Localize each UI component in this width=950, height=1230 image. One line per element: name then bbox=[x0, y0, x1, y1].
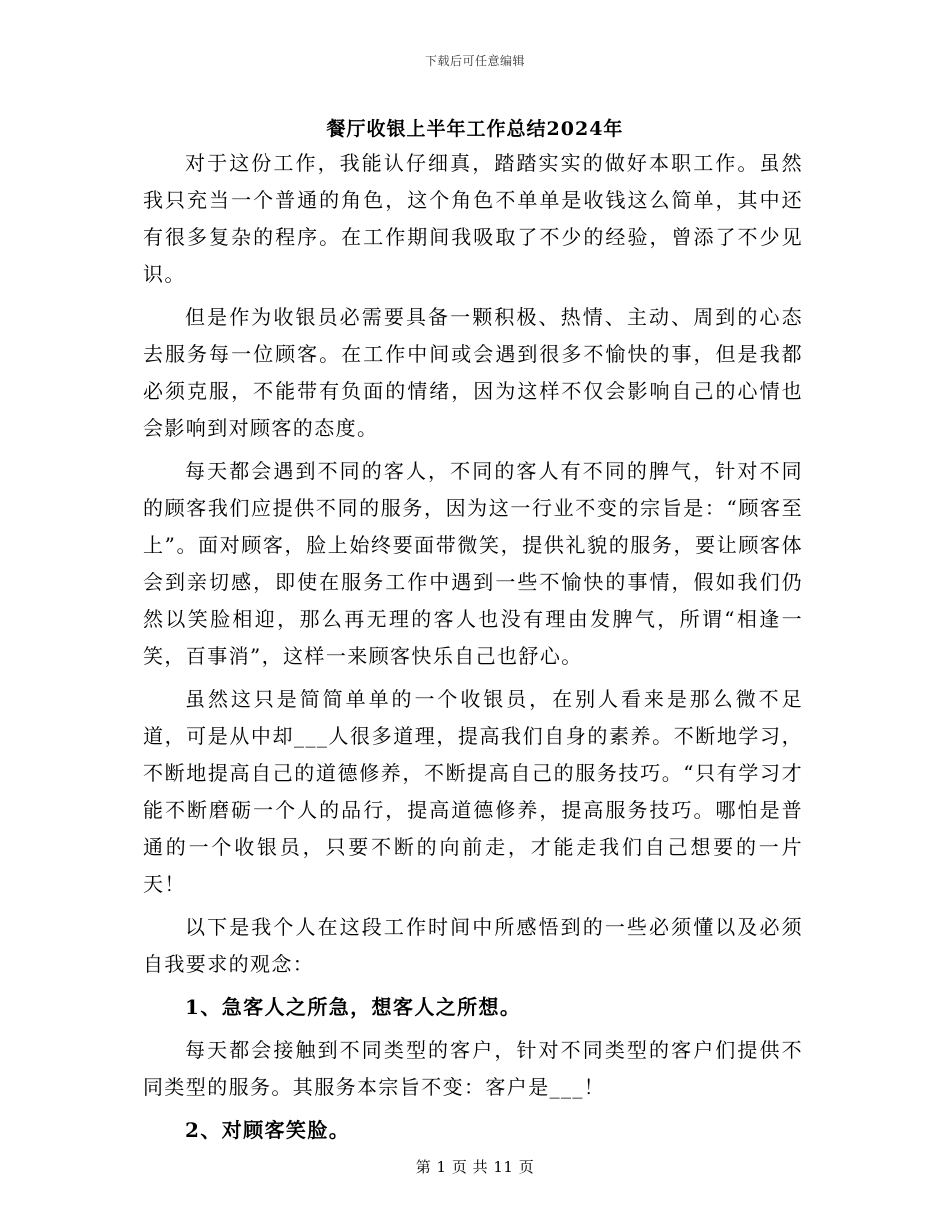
paragraph-1: 对于这份工作，我能认仔细真，踏踏实实的做好本职工作。虽然我只充当一个普通的角色，这个角色不单单是收钱这么简单，其中还有很多复杂的程序。在工作期间我吸取了不少的经验，曾添了不少见识。 bbox=[143, 151, 803, 286]
page-header-note: 下载后可任意编辑 bbox=[424, 54, 525, 68]
section-heading-1: 1、急客人之所急，想客人之所想。 bbox=[185, 995, 522, 1019]
paragraph-2: 但是作为收银员必需要具备一颗积极、热情、主动、周到的心态去服务每一位顾客。在工作中间或会遇到很多不愉快的事，但是我都必须克服，不能带有负面的情绪，因为这样不仅会影响自己的心情也会影响到对顾客的态度。 bbox=[143, 305, 803, 440]
document-body bbox=[143, 145, 803, 1155]
paragraph-4: 虽然这只是简简单单的一个收银员，在别人看来是那么微不足道，可是从中却___人很多道理，提高我们自身的素养。不断地学习，不断地提高自己的道德修养，不断提高自己的服务技巧。“只有学习才能不断磨砺一个人的品行，提高道德修养，提高服务技巧。哪怕是普通的一个收银员，只要不断的向前走，才能走我们自己想要的一片天！ bbox=[143, 687, 803, 896]
paragraph-3: 每天都会遇到不同的客人，不同的客人有不同的脾气，针对不同的顾客我们应提供不同的服务，因为这一行业不变的宗旨是：“顾客至上”。面对顾客，脸上始终要面带微笑，提供礼貌的服务，要让顾客体会到亲切感，即使在服务工作中遇到一些不愉快的事情，假如我们仍然以笑脸相迎，那么再无理的客人也没有理由发脾气，所谓“相逢一笑，百事消”，这样一来顾客快乐自己也舒心。 bbox=[143, 459, 803, 668]
page-number-footer: 第 1 页 共 11 页 bbox=[415, 1158, 535, 1176]
paragraph-6: 每天都会接触到不同类型的客户，针对不同类型的客户们提供不同类型的服务。其服务本宗旨不变：客户是___！ bbox=[143, 1038, 803, 1099]
paragraph-5: 以下是我个人在这段工作时间中所感悟到的一些必须懂以及必须自我要求的观念： bbox=[143, 915, 803, 976]
document-title: 餐厅收银上半年工作总结2024年 bbox=[326, 118, 624, 140]
section-heading-2: 2、对顾客笑脸。 bbox=[185, 1118, 351, 1142]
